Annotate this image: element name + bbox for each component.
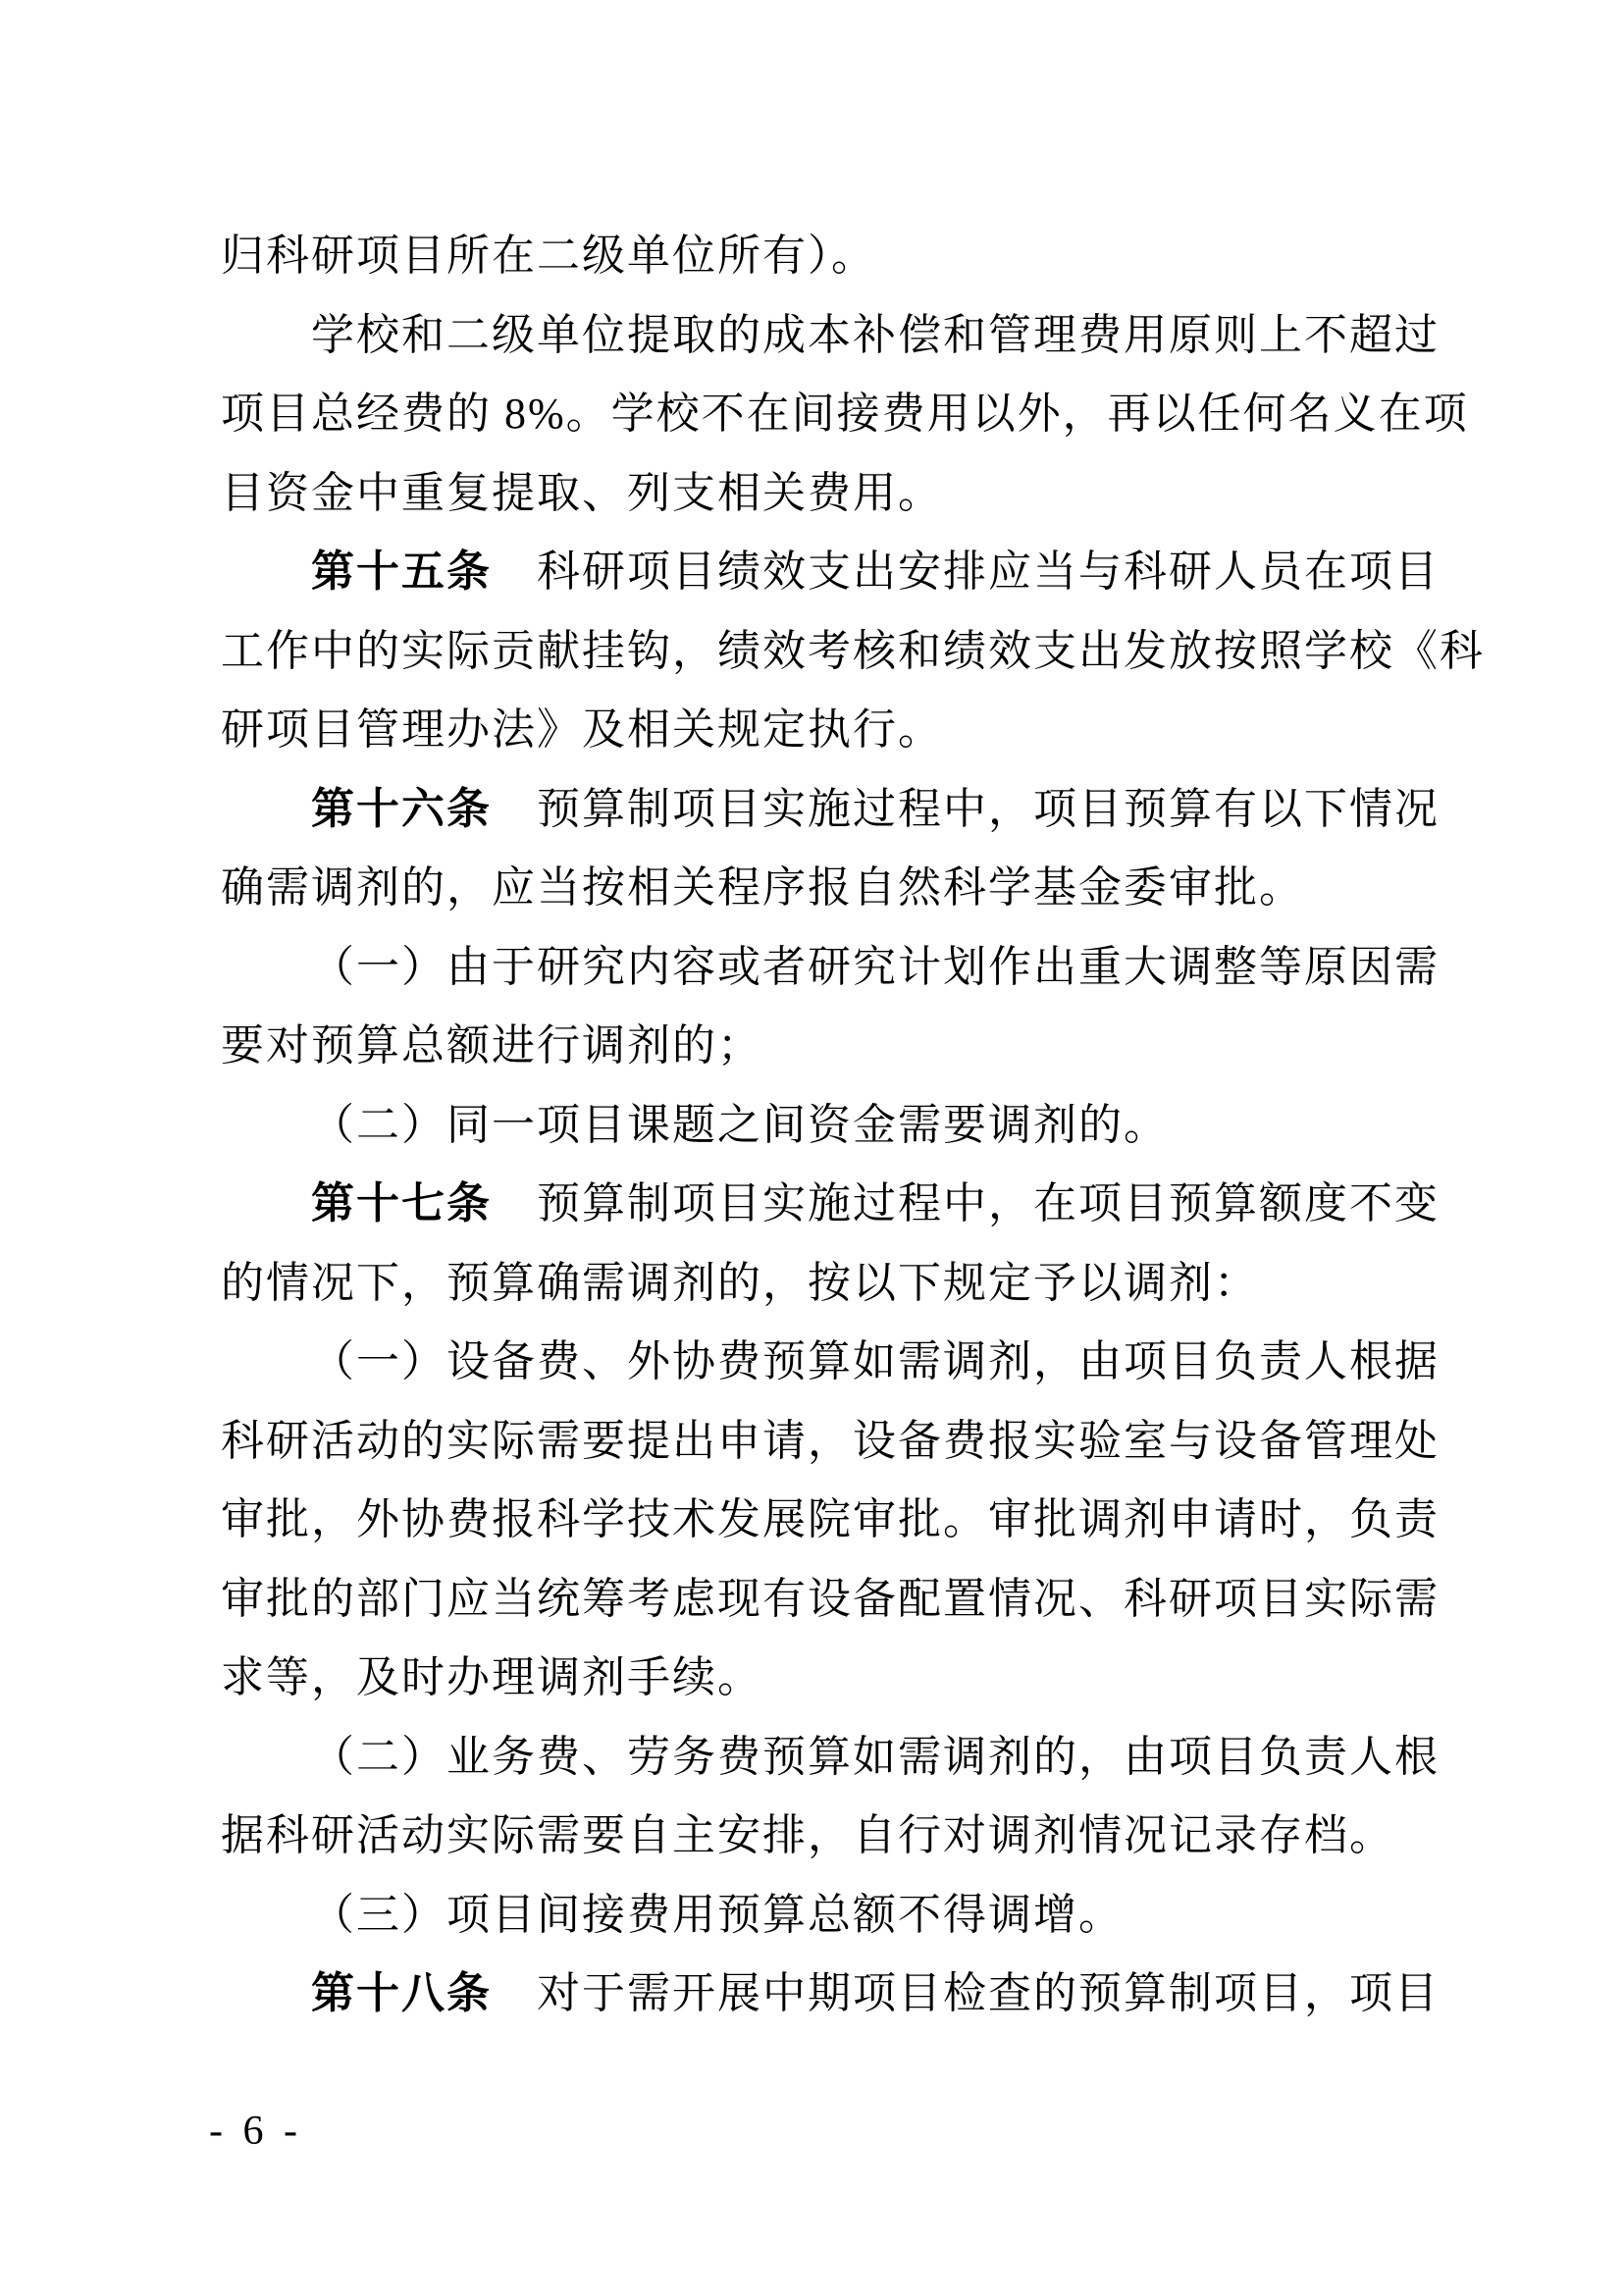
text-segment: 预算制项目实施过程中，项目预算有以下情况 [492,784,1440,833]
text-segment: 目资金中重复提取、列支相关费用。 [221,468,943,517]
text-line [221,296,1440,376]
text-line [221,1402,1440,1482]
text-line [221,1718,1440,1798]
text-segment: （二）业务费、劳务费预算如需调剂的，由项目负责人根 [311,1732,1440,1781]
text-segment: 审批的部门应当统筹考虑现有设备配置情况、科研项目实际需 [221,1574,1440,1623]
page-number: - 6 - [209,2109,302,2154]
text-line [221,1086,1412,1166]
text-segment: （一）设备费、外协费预算如需调剂，由项目负责人根据 [311,1337,1440,1385]
text-line [221,375,1469,454]
text-segment: 工作中的实际贡献挂钩，绩效考核和绩效支出发放按照学校《科 [221,626,1485,675]
text-segment: 对于需开展中期项目检查的预算制项目，项目 [492,1969,1440,2017]
text-segment: 科研项目绩效支出安排应当与科研人员在项目 [492,548,1440,596]
text-segment: （三）项目间接费用预算总额不得调增。 [311,1890,1124,1939]
document-body [221,217,1485,2034]
text-line [221,691,1412,770]
text-segment: 的情况下，预算确需调剂的，按以下规定予以调剂： [221,1258,1259,1307]
text-segment: 审批，外协费报科学技术发展院审批。审批调剂申请时，负责 [221,1495,1440,1543]
text-line [221,1007,1412,1086]
text-segment: 据科研活动实际需要自主安排，自行对调剂情况记录存档。 [221,1811,1394,1859]
text-line [221,217,1412,296]
text-segment: 科研活动的实际需要提出申请，设备费报实验室与设备管理处 [221,1416,1440,1465]
text-line [221,1876,1412,1956]
text-line [221,533,1440,612]
text-segment: （二）同一项目课题之间资金需要调剂的。 [311,1100,1169,1149]
text-line [221,849,1412,928]
text-line [221,1797,1412,1876]
text-line [221,928,1440,1008]
text-segment: 项目总经费的 8%。学校不在间接费用以外，再以任何名义在项 [221,390,1469,438]
text-line [221,454,1412,534]
article-number: 第十八条 [311,1969,492,2017]
text-segment: 要对预算总额进行调剂的； [221,1021,762,1070]
text-line [221,1323,1440,1402]
text-segment: 预算制项目实施过程中，在项目预算额度不变 [492,1179,1440,1227]
article-number: 第十六条 [311,784,492,833]
text-segment: 研项目管理办法》及相关规定执行。 [221,705,943,754]
text-segment: 学校和二级单位提取的成本补偿和管理费用原则上不超过 [311,310,1440,359]
text-segment: 求等，及时办理调剂手续。 [221,1653,762,1701]
text-line [221,1481,1440,1560]
text-segment: 确需调剂的，应当按相关程序报自然科学基金委审批。 [221,863,1304,912]
text-segment: 归科研项目所在二级单位所有）。 [221,232,876,280]
text-line [221,770,1440,850]
article-number: 第十七条 [311,1179,492,1227]
text-line [221,1244,1412,1324]
text-line [221,1165,1440,1244]
text-line [221,612,1485,692]
text-line [221,1955,1440,2034]
text-line [221,1639,1412,1718]
article-number: 第十五条 [311,548,492,596]
text-segment: （一）由于研究内容或者研究计划作出重大调整等原因需 [311,942,1440,991]
text-line [221,1560,1440,1640]
